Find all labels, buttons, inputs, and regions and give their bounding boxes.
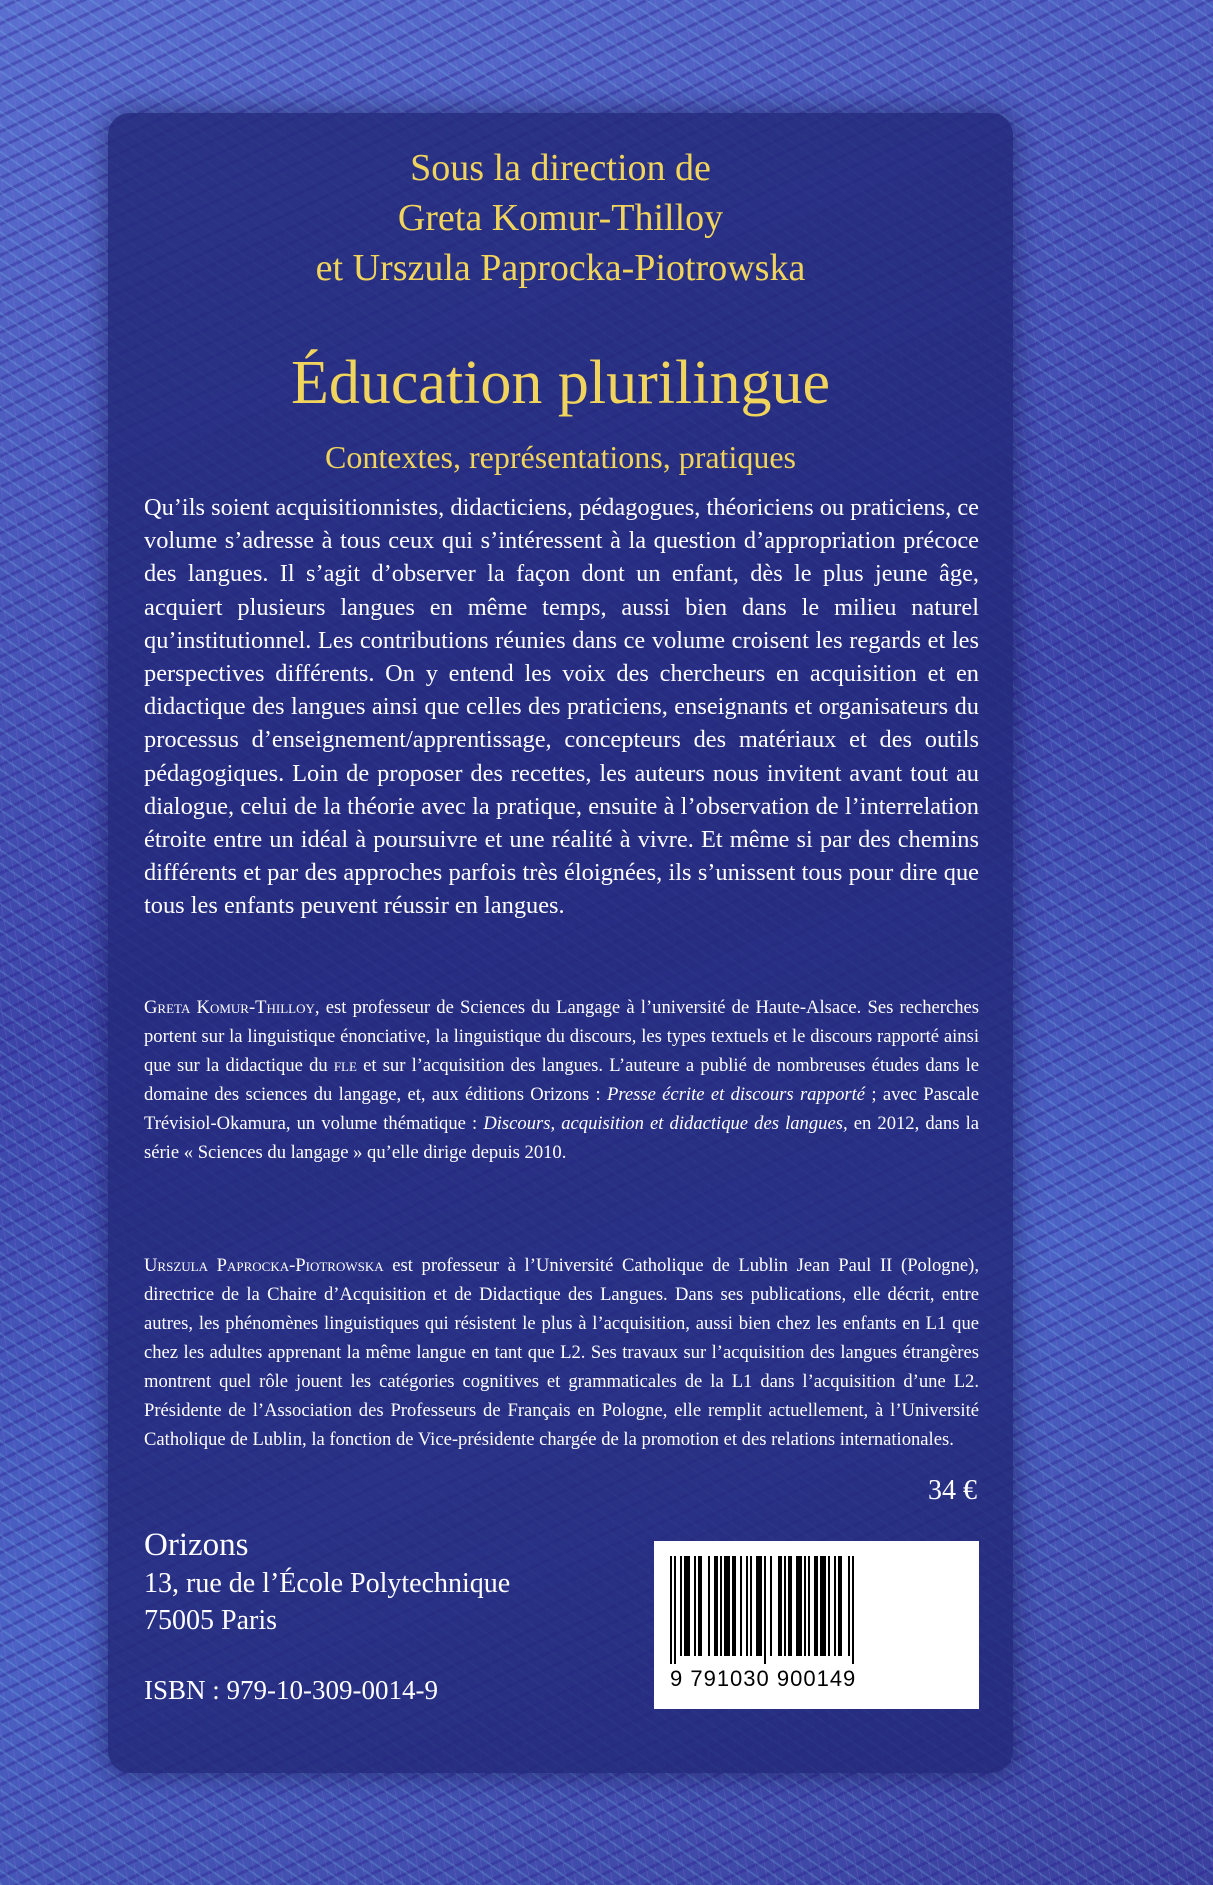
bio-1-text-c: ; avec Pascale Trévisiol-Okamura, un volume thématique : <box>144 1084 980 1134</box>
book-title: Éducation plurilingue <box>291 349 830 417</box>
author-name-1: Greta Komur-Thilloy <box>144 997 315 1018</box>
editor-name-1: Greta Komur-Thilloy <box>397 197 724 239</box>
editor-name-2: et Urszula Paprocka-Piotrowska <box>315 247 806 289</box>
book-subtitle: Contextes, représentations, pratiques <box>325 439 796 475</box>
bio-1-text-a: , est professeur de Sciences du Langage à l’université de Haute-Alsace. Ses recherches portent sur la linguistique énonciative, la linguistique du discours, les types textuels et le discours rapporté ainsi que sur la didactique du <box>144 997 979 1076</box>
editors-block <box>108 143 1013 293</box>
fle-abbr: fle <box>333 1055 357 1076</box>
price-label: 34 € <box>928 1475 977 1506</box>
barcode-bars <box>670 1556 963 1664</box>
bio-1-text-b: et sur l’acquisition des langues. L’auteure a publié de nombreuses études dans le domaine des sciences du langage, et, aux éditions Orizons : <box>144 1055 979 1105</box>
author-bio-2 <box>144 1251 979 1454</box>
direction-line: Sous la direction de <box>410 147 711 189</box>
bio-2-text: est professeur à l’Université Catholique de Lublin Jean Paul II (Pologne), directrice de la Chaire d’Acquisition et de Didactique des Langues. Dans ses publications, elle décrit, entre autres, les phénomènes linguistiques qui résistent le plus à l’acquisition, aussi bien chez les enfants en L1 que chez les adultes apprenant la même langue en tant que L2. Ses travaux sur l’acquisition des langues étrangères montrent quel rôle jouent les catégories cognitives et grammaticales de la L1 dans l’acquisition d’une L2. Présidente de l’Association des Professeurs de Français en Pologne, elle remplit actuellement, à l’Université Catholique de Lublin, la fonction de Vice-présidente chargée de la promotion et des relations internationales. <box>144 1255 979 1450</box>
book-ref-1: Presse écrite et discours rapporté <box>606 1084 866 1105</box>
book-summary: Qu’ils soient acquisitionnistes, didacticiens, pédagogues, théoriciens ou praticiens, ce volume s’adresse à tous ceux qui s’intéressent à la question d’appropriation précoce des langues. Il s’agit d’observer la façon dont un enfant, dès le plus jeune âge, acquiert plusieurs langues en même temps, aussi bien dans le milieu naturel qu’institutionnel. Les contributions réunies dans ce volume croisent les regards et les perspectives différents. On y entend les voix des chercheurs en acquisition et en didactique des langues ainsi que celles des praticiens, enseignants et organisateurs du processus d’enseignement/apprentissage, concepteurs des matériaux et des outils pédagogiques. Loin de proposer des recettes, les auteurs nous invitent avant tout au dialogue, celui de la théorie avec la pratique, ensuite à l’observation de l’interrelation étroite entre un idéal à poursuivre et une réalité à vivre. Et même si par des chemins différents et par des approches parfois très éloignées, ils s’unissent tous pour dire que tous les enfants peuvent réussir en langues. <box>144 494 979 920</box>
publisher-address-1: 13, rue de l’École Polytechnique <box>144 1568 511 1599</box>
book-ref-2: Discours, acquisition et didactique des langues, <box>483 1113 848 1134</box>
author-name-2: Urszula Paprocka-Piotrowska <box>144 1255 384 1276</box>
barcode <box>654 1541 979 1709</box>
barcode-bar <box>854 1556 858 1664</box>
publisher-block <box>144 1525 510 1639</box>
bio-1-text-d: en 2012, dans la série « Sciences du langage » qu’elle dirige depuis 2010. <box>144 1113 980 1163</box>
author-bio-1 <box>144 993 979 1167</box>
barcode-number: 9 791030 900149 <box>670 1666 857 1691</box>
back-cover-panel <box>108 113 1013 1773</box>
publisher-address-2: 75005 Paris <box>144 1605 277 1636</box>
publisher-name: Orizons <box>144 1527 249 1563</box>
isbn-label: ISBN : 979-10-309-0014-9 <box>144 1675 438 1705</box>
